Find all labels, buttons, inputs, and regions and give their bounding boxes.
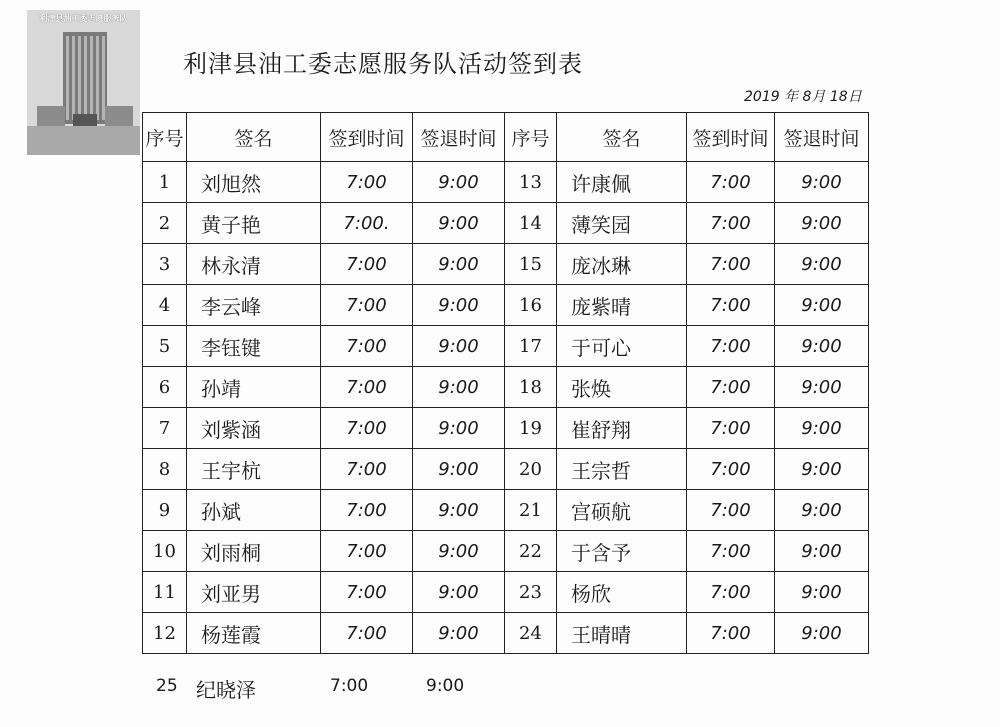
- seq-cell: 2: [143, 203, 187, 244]
- sign-out-time-cell: 9:00: [775, 449, 869, 490]
- sign-out-time-cell: 9:00: [413, 408, 505, 449]
- seq-cell: 20: [505, 449, 557, 490]
- sign-in-time-cell: 7:00: [321, 572, 413, 613]
- signature-cell: 庞紫晴: [557, 285, 687, 326]
- header-seq: 序号: [143, 113, 187, 162]
- sign-in-time-cell: 7:00: [687, 326, 775, 367]
- seq-cell: 9: [143, 490, 187, 531]
- signature-cell: 黄子艳: [187, 203, 321, 244]
- table-row: [143, 326, 869, 367]
- seq-cell: 16: [505, 285, 557, 326]
- sign-out-time-cell: 9:00: [775, 490, 869, 531]
- sign-in-time-cell: 7:00: [321, 531, 413, 572]
- table-row: [143, 531, 869, 572]
- header-sign-out-time: 签退时间: [413, 113, 505, 162]
- table-row: [143, 572, 869, 613]
- sign-out-time-cell: 9:00: [775, 326, 869, 367]
- sign-out-time-cell: 9:00: [775, 367, 869, 408]
- signature-cell: 孙靖: [187, 367, 321, 408]
- seq-cell: 19: [505, 408, 557, 449]
- header-signature: 签名: [557, 113, 687, 162]
- seq-cell: 15: [505, 244, 557, 285]
- sign-in-table: [142, 112, 869, 654]
- seq-cell: 11: [143, 572, 187, 613]
- seq-cell: 14: [505, 203, 557, 244]
- seq-cell: 6: [143, 367, 187, 408]
- signature-cell: 刘旭然: [187, 162, 321, 203]
- sign-out-time-cell: 9:00: [413, 449, 505, 490]
- sign-out-time-cell: 9:00: [775, 408, 869, 449]
- header-sign-in-time: 签到时间: [687, 113, 775, 162]
- sign-out-time-cell: 9:00: [413, 285, 505, 326]
- signature-cell: 杨欣: [557, 572, 687, 613]
- table-row: [143, 203, 869, 244]
- sign-in-time-cell: 7:00: [687, 203, 775, 244]
- sign-in-time-cell: 7:00: [321, 244, 413, 285]
- seq-cell: 10: [143, 531, 187, 572]
- signature-cell: 崔舒翔: [557, 408, 687, 449]
- sign-out-time-cell: 9:00: [775, 613, 869, 654]
- extra-entry-name: 纪晓泽: [196, 678, 256, 702]
- seq-cell: 23: [505, 572, 557, 613]
- signature-cell: 李云峰: [187, 285, 321, 326]
- sign-in-time-cell: 7:00.: [321, 203, 413, 244]
- signature-cell: 孙斌: [187, 490, 321, 531]
- sign-in-time-cell: 7:00: [687, 531, 775, 572]
- sign-in-time-cell: 7:00: [687, 367, 775, 408]
- table-row: [143, 408, 869, 449]
- header-signature: 签名: [187, 113, 321, 162]
- sign-out-time-cell: 9:00: [775, 162, 869, 203]
- building-photo: [27, 10, 140, 155]
- sign-in-time-cell: 7:00: [321, 449, 413, 490]
- seq-cell: 13: [505, 162, 557, 203]
- sign-in-time-cell: 7:00: [687, 490, 775, 531]
- sign-in-time-cell: 7:00: [321, 162, 413, 203]
- sign-out-time-cell: 9:00: [413, 326, 505, 367]
- seq-cell: 1: [143, 162, 187, 203]
- sign-in-time-cell: 7:00: [687, 408, 775, 449]
- sign-out-time-cell: 9:00: [775, 531, 869, 572]
- extra-entry-sign-in: 7:00: [330, 676, 369, 696]
- signature-cell: 于可心: [557, 326, 687, 367]
- sign-out-time-cell: 9:00: [775, 285, 869, 326]
- signature-cell: 刘亚男: [187, 572, 321, 613]
- signature-cell: 王宗哲: [557, 449, 687, 490]
- signature-cell: 李钰键: [187, 326, 321, 367]
- sign-in-time-cell: 7:00: [687, 613, 775, 654]
- signature-cell: 许康佩: [557, 162, 687, 203]
- signature-cell: 王宇杭: [187, 449, 321, 490]
- extra-entry-sign-out: 9:00: [426, 676, 465, 696]
- signature-cell: 张焕: [557, 367, 687, 408]
- signature-cell: 杨莲霞: [187, 613, 321, 654]
- sign-in-time-cell: 7:00: [687, 572, 775, 613]
- sign-in-time-cell: 7:00: [687, 285, 775, 326]
- table-header-row: [143, 113, 869, 162]
- extra-entry-number: 25: [156, 676, 178, 696]
- header-sign-in-time: 签到时间: [321, 113, 413, 162]
- signature-cell: 刘雨桐: [187, 531, 321, 572]
- signature-cell: 庞冰琳: [557, 244, 687, 285]
- table-row: [143, 244, 869, 285]
- sign-in-time-cell: 7:00: [321, 285, 413, 326]
- seq-cell: 4: [143, 285, 187, 326]
- sign-out-time-cell: 9:00: [775, 572, 869, 613]
- page-title: 利津县油工委志愿服务队活动签到表: [183, 50, 583, 78]
- sign-in-time-cell: 7:00: [321, 613, 413, 654]
- sign-out-time-cell: 9:00: [413, 244, 505, 285]
- table-row: [143, 449, 869, 490]
- sign-out-time-cell: 9:00: [413, 613, 505, 654]
- sign-in-time-cell: 7:00: [687, 244, 775, 285]
- seq-cell: 8: [143, 449, 187, 490]
- sign-date: 2019 年 8月 18日: [744, 89, 862, 105]
- sign-in-time-cell: 7:00: [687, 162, 775, 203]
- header-seq: 序号: [505, 113, 557, 162]
- table-row: [143, 367, 869, 408]
- sign-out-time-cell: 9:00: [775, 203, 869, 244]
- signature-cell: 宫硕航: [557, 490, 687, 531]
- signature-cell: 林永清: [187, 244, 321, 285]
- signature-cell: 王晴晴: [557, 613, 687, 654]
- table-row: [143, 285, 869, 326]
- sign-out-time-cell: 9:00: [775, 244, 869, 285]
- photo-caption: 利津县油工委志愿服务队: [39, 14, 128, 23]
- sign-in-time-cell: 7:00: [687, 449, 775, 490]
- sign-in-time-cell: 7:00: [321, 408, 413, 449]
- seq-cell: 17: [505, 326, 557, 367]
- table-row: [143, 613, 869, 654]
- sign-out-time-cell: 9:00: [413, 162, 505, 203]
- seq-cell: 5: [143, 326, 187, 367]
- sign-out-time-cell: 9:00: [413, 367, 505, 408]
- table-row: [143, 490, 869, 531]
- seq-cell: 12: [143, 613, 187, 654]
- signature-cell: 薄笑园: [557, 203, 687, 244]
- signature-cell: 刘紫涵: [187, 408, 321, 449]
- sign-out-time-cell: 9:00: [413, 572, 505, 613]
- seq-cell: 7: [143, 408, 187, 449]
- sign-out-time-cell: 9:00: [413, 531, 505, 572]
- sign-in-time-cell: 7:00: [321, 367, 413, 408]
- sign-in-time-cell: 7:00: [321, 326, 413, 367]
- seq-cell: 24: [505, 613, 557, 654]
- table-row: [143, 162, 869, 203]
- building-illustration: [27, 10, 140, 155]
- seq-cell: 3: [143, 244, 187, 285]
- sign-out-time-cell: 9:00: [413, 490, 505, 531]
- signature-cell: 于含予: [557, 531, 687, 572]
- seq-cell: 22: [505, 531, 557, 572]
- sign-in-time-cell: 7:00: [321, 490, 413, 531]
- header-sign-out-time: 签退时间: [775, 113, 869, 162]
- seq-cell: 18: [505, 367, 557, 408]
- seq-cell: 21: [505, 490, 557, 531]
- sign-out-time-cell: 9:00: [413, 203, 505, 244]
